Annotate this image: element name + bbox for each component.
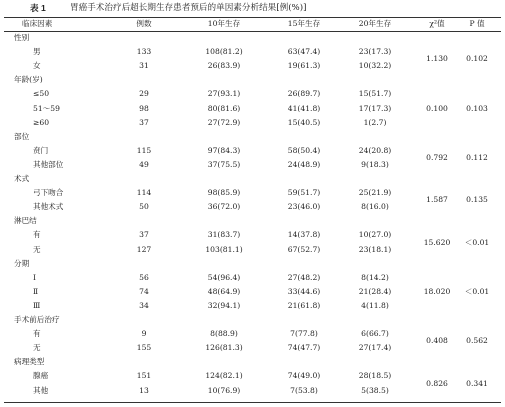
- table-title: [0, 2, 505, 14]
- header-count: 例数: [136, 19, 152, 28]
- survival-15y-cell: 74(49.0): [287, 371, 321, 381]
- survival-10y-cell: 108(81.2): [205, 47, 243, 57]
- survival-20y-cell: 10(32.2): [358, 61, 392, 71]
- count-cell: 37: [139, 230, 149, 240]
- table-row: [0, 116, 505, 130]
- survival-15y-cell: 24(48.9): [287, 159, 321, 169]
- survival-10y-cell: 8(88.9): [210, 329, 238, 339]
- p-value: 0.341: [466, 378, 488, 388]
- row-label: Ⅲ: [33, 300, 41, 310]
- survival-10y-cell: 26(83.9): [207, 61, 241, 71]
- count-cell: 115: [136, 145, 152, 155]
- group-row: [0, 31, 505, 45]
- survival-10y-cell: 10(76.9): [207, 385, 241, 395]
- survival-10y-cell: 124(82.1): [205, 371, 243, 381]
- survival-20y-cell: 23(17.3): [358, 47, 392, 57]
- survival-15y-cell: 15(40.5): [287, 117, 321, 127]
- table-row: [0, 299, 505, 313]
- survival-15y-cell: 27(48.2): [287, 272, 321, 282]
- survival-15y-cell: 63(47.4): [287, 47, 321, 57]
- survival-10y-cell: 31(83.7): [207, 230, 241, 240]
- header-10y: 10年生存: [207, 19, 241, 28]
- survival-10y-cell: 98(85.9): [207, 188, 241, 198]
- survival-15y-cell: 7(77.8): [290, 329, 318, 339]
- survival-20y-cell: 25(21.9): [358, 188, 392, 198]
- chi2-value: 1.587: [426, 195, 448, 205]
- survival-20y-cell: 8(14.2): [361, 272, 389, 282]
- survival-15y-cell: 41(41.8): [287, 103, 321, 113]
- survival-15y-cell: 59(51.7): [287, 188, 321, 198]
- row-label: 男: [33, 47, 41, 57]
- survival-20y-cell: 9(18.3): [361, 159, 389, 169]
- row-label: Ⅱ: [33, 286, 39, 296]
- survival-20y-cell: 23(18.1): [358, 244, 392, 254]
- chi2-value: 18.020: [423, 286, 451, 296]
- group-row: [0, 313, 505, 327]
- row-label: 其他部位: [33, 159, 64, 169]
- group-row: [0, 172, 505, 186]
- chi2-value: 15.620: [423, 237, 451, 247]
- row-label: ≥60: [33, 117, 50, 127]
- group-label: 部位: [14, 131, 30, 141]
- row-label: 弓下吻合: [33, 188, 64, 198]
- count-cell: 114: [136, 188, 152, 198]
- p-value: 0.112: [466, 152, 488, 162]
- count-cell: 151: [136, 371, 152, 381]
- survival-10y-cell: 126(81.3): [205, 343, 243, 353]
- survival-20y-cell: 5(38.5): [361, 385, 389, 395]
- survival-20y-cell: 27(17.4): [358, 343, 392, 353]
- group-label: 术式: [14, 174, 30, 183]
- chi2-value: 0.100: [426, 103, 448, 113]
- survival-20y-cell: 4(11.8): [361, 300, 389, 310]
- row-label: 无: [33, 343, 41, 353]
- chi2-value: 0.826: [426, 378, 448, 388]
- survival-10y-cell: 27(93.1): [207, 89, 241, 99]
- group-label: 年龄(岁): [14, 75, 43, 85]
- count-cell: 49: [139, 159, 149, 169]
- count-cell: 74: [139, 286, 149, 296]
- row-label: 有: [33, 329, 41, 339]
- survival-10y-cell: 80(81.6): [207, 103, 241, 113]
- count-cell: 34: [139, 300, 149, 310]
- survival-10y-cell: 103(81.1): [205, 244, 243, 254]
- group-label: 性别: [14, 33, 30, 42]
- chi2-value: 0.792: [426, 152, 448, 162]
- header-15y: 15年生存: [287, 19, 321, 28]
- p-value: 0.135: [466, 195, 488, 205]
- survival-20y-cell: 1(2.7): [363, 117, 387, 127]
- survival-20y-cell: 10(27.0): [358, 230, 392, 240]
- survival-15y-cell: 58(50.4): [287, 145, 321, 155]
- count-cell: 50: [139, 202, 149, 212]
- group-label: 手术前后治疗: [14, 315, 60, 324]
- group-label: 淋巴结: [14, 216, 37, 226]
- survival-10y-cell: 54(96.4): [207, 272, 241, 282]
- header-20y: 20年生存: [358, 19, 392, 28]
- count-cell: 127: [136, 244, 152, 254]
- survival-15y-cell: 74(47.7): [287, 343, 321, 353]
- survival-20y-cell: 21(28.4): [358, 286, 392, 296]
- header-p: P 值: [469, 19, 485, 28]
- count-cell: 31: [139, 61, 149, 71]
- header-factor: 临床因素: [22, 19, 53, 28]
- survival-10y-cell: 32(94.1): [207, 300, 241, 310]
- chi2-value: 1.130: [426, 54, 448, 64]
- header-chi2: χ²值: [429, 19, 445, 28]
- p-value: 0.562: [466, 336, 488, 346]
- group-row: [0, 355, 505, 369]
- count-cell: 98: [139, 103, 149, 113]
- group-row: [0, 130, 505, 144]
- table-row: [0, 271, 505, 285]
- survival-20y-cell: 15(51.7): [358, 89, 392, 99]
- table-caption: 胃癌手术治疗后超长期生存患者预后的单因素分析结果[例(%)]: [70, 3, 307, 13]
- survival-10y-cell: 48(64.9): [207, 286, 241, 296]
- survival-20y-cell: 28(18.5): [358, 371, 392, 381]
- count-cell: 56: [139, 272, 149, 282]
- table-row: [0, 87, 505, 101]
- row-label: ≤50: [33, 89, 50, 99]
- table-number: 表 1: [30, 3, 46, 13]
- survival-15y-cell: 19(61.3): [287, 61, 321, 71]
- count-cell: 133: [136, 47, 152, 57]
- survival-10y-cell: 97(84.3): [207, 145, 241, 155]
- survival-20y-cell: 17(17.3): [358, 103, 392, 113]
- count-cell: 37: [139, 117, 149, 127]
- survival-15y-cell: 7(53.8): [290, 385, 318, 395]
- survival-15y-cell: 23(46.0): [287, 202, 321, 212]
- survival-15y-cell: 21(61.8): [287, 300, 321, 310]
- p-value: 0.103: [466, 103, 488, 113]
- row-label: 无: [33, 244, 41, 254]
- group-label: 病理类型: [14, 357, 45, 367]
- group-row: [0, 257, 505, 271]
- p-value: ＜0.01: [464, 286, 490, 296]
- row-label: 贲门: [33, 145, 49, 155]
- group-row: [0, 73, 505, 87]
- survival-15y-cell: 26(89.7): [287, 89, 321, 99]
- top-rule: [4, 17, 501, 18]
- row-label: Ⅰ: [33, 272, 36, 282]
- row-label: 女: [33, 61, 41, 71]
- count-cell: 155: [136, 343, 152, 353]
- survival-20y-cell: 24(20.8): [358, 145, 392, 155]
- survival-20y-cell: 6(66.7): [361, 329, 389, 339]
- survival-15y-cell: 14(37.8): [287, 230, 321, 240]
- row-label: 腺癌: [33, 371, 49, 381]
- row-label: 其他: [33, 385, 49, 395]
- p-value: 0.102: [466, 54, 488, 64]
- count-cell: 9: [141, 329, 147, 339]
- count-cell: 29: [139, 89, 149, 99]
- bottom-rule: [4, 402, 501, 403]
- survival-10y-cell: 27(72.9): [207, 117, 241, 127]
- group-label: 分期: [14, 258, 30, 268]
- row-label: 有: [33, 230, 41, 240]
- survival-15y-cell: 67(52.7): [287, 244, 321, 254]
- p-value: ＜0.01: [464, 237, 490, 247]
- row-label: 其他术式: [33, 202, 64, 212]
- chi2-value: 0.408: [426, 336, 448, 346]
- survival-20y-cell: 8(16.0): [361, 202, 389, 212]
- count-cell: 13: [139, 385, 149, 395]
- row-label: 51～59: [33, 103, 60, 113]
- survival-10y-cell: 36(72.0): [207, 202, 241, 212]
- survival-15y-cell: 33(44.6): [287, 286, 321, 296]
- group-row: [0, 214, 505, 228]
- survival-10y-cell: 37(75.5): [207, 159, 241, 169]
